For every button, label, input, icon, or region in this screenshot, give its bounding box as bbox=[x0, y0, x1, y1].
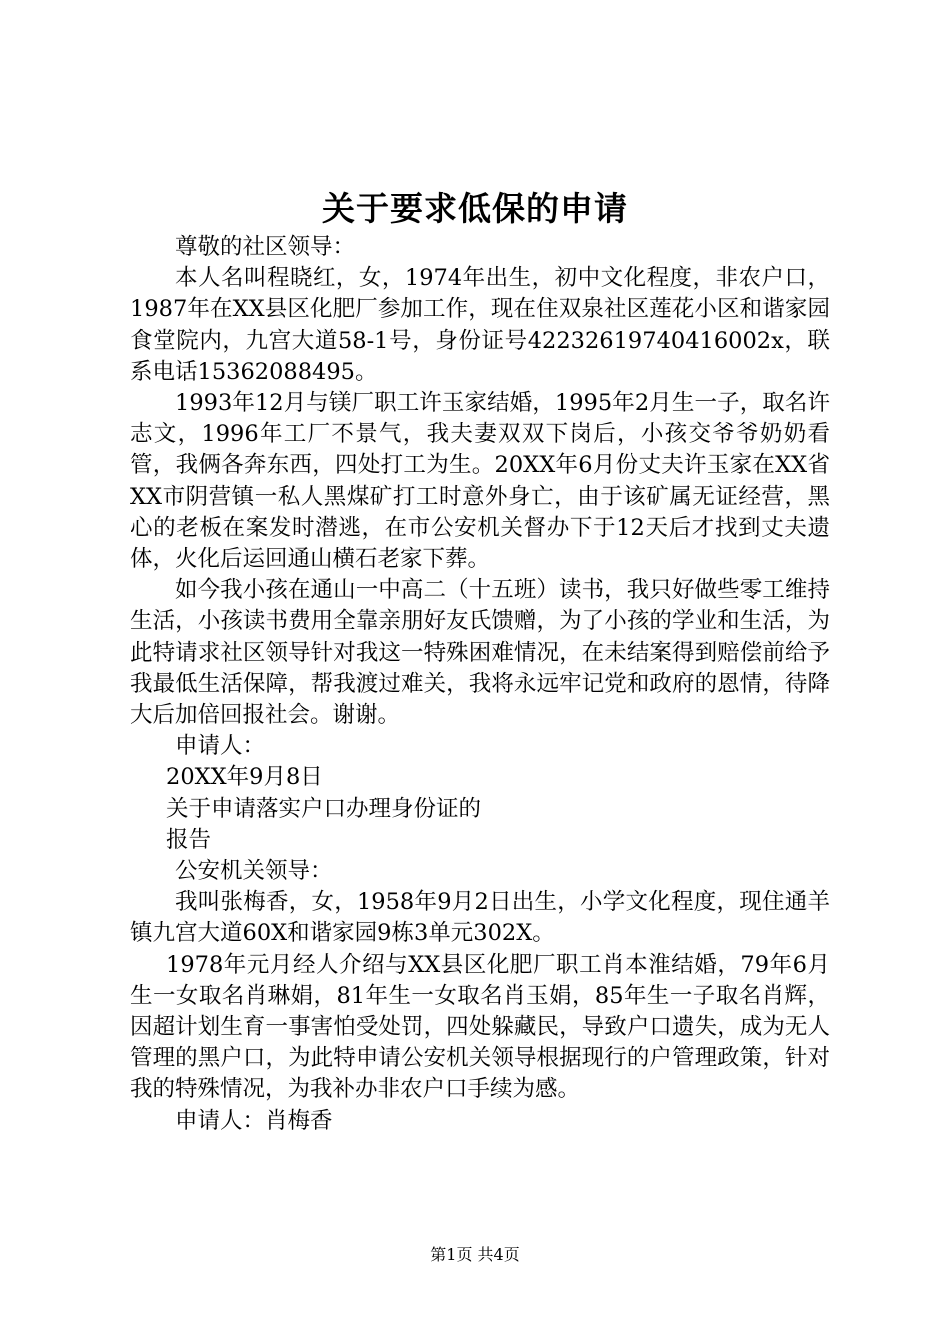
paragraph-family-history: 1993年12月与镁厂职工许玉家结婚，1995年2月生一子，取名许志文，1996年工厂不景气，我夫妻双双下岗后，小孩交爷爷奶奶看管，我俩各奔东西，四处打工为生。20XX年6月份丈夫许玉家在XX省XX市阴营镇一私人黑煤矿打工时意外身亡，由于该矿属无证经营，黑心的老板在案发时潜逃，在市公安机关督办下于12天后才找到丈夫遗体，火化后运回通山横石老家下葬。 bbox=[130, 390, 830, 573]
second-report-title-line1: 关于申请落实户口办理身份证的 bbox=[166, 795, 482, 822]
second-salutation: 公安机关领导： bbox=[175, 858, 333, 885]
salutation: 尊敬的社区领导： bbox=[175, 234, 356, 260]
document-title: 关于要求低保的申请 bbox=[322, 189, 628, 228]
document-body bbox=[130, 232, 830, 1137]
applicant-label: 申请人： bbox=[175, 733, 266, 760]
paragraph-second-history: 1978年元月经人介绍与XX县区化肥厂职工肖本淮结婚，79年6月生一女取名肖琳娟，81年生一女取名肖玉娟，85年生一子取名肖辉，因超计划生育一事害怕受处罚，四处躲藏民，导致户口遗失，成为无人管理的黑户口，为此特申请公安机关领导根据现行的户管理政策，针对我的特殊情况，为我补办非农户口手续为感。 bbox=[130, 951, 830, 1103]
second-report-title-line2: 报告 bbox=[166, 826, 212, 853]
application-date: 20XX年9月8日 bbox=[166, 764, 323, 791]
paragraph-second-personal-info: 我叫张梅香，女，1958年9月2日出生，小学文化程度，现住通羊镇九宫大道60X和谐家园9栋3单元302X。 bbox=[130, 889, 830, 947]
paragraph-request: 如今我小孩在通山一中高二（十五班）读书，我只好做些零工维持生活，小孩读书费用全靠亲朋好友氏馈赠，为了小孩的学业和生活，为此特请求社区领导针对我这一特殊困难情况，在未结案得到赔偿前给予我最低生活保障，帮我渡过难关，我将永远牢记党和政府的恩情，待降大后加倍回报社会。谢谢。 bbox=[130, 577, 830, 729]
paragraph-personal-info: 本人名叫程晓红，女，1974年出生，初中文化程度，非农户口，1987年在XX县区化肥厂参加工作，现在住双泉社区莲花小区和谐家园食堂院内，九宫大道58-1号，身份证号42232619740416002x，联系电话15362088495。 bbox=[130, 265, 830, 385]
second-applicant-label: 申请人：肖梅香 bbox=[175, 1107, 333, 1134]
page-footer: 第1页 共4页 bbox=[430, 1245, 520, 1264]
